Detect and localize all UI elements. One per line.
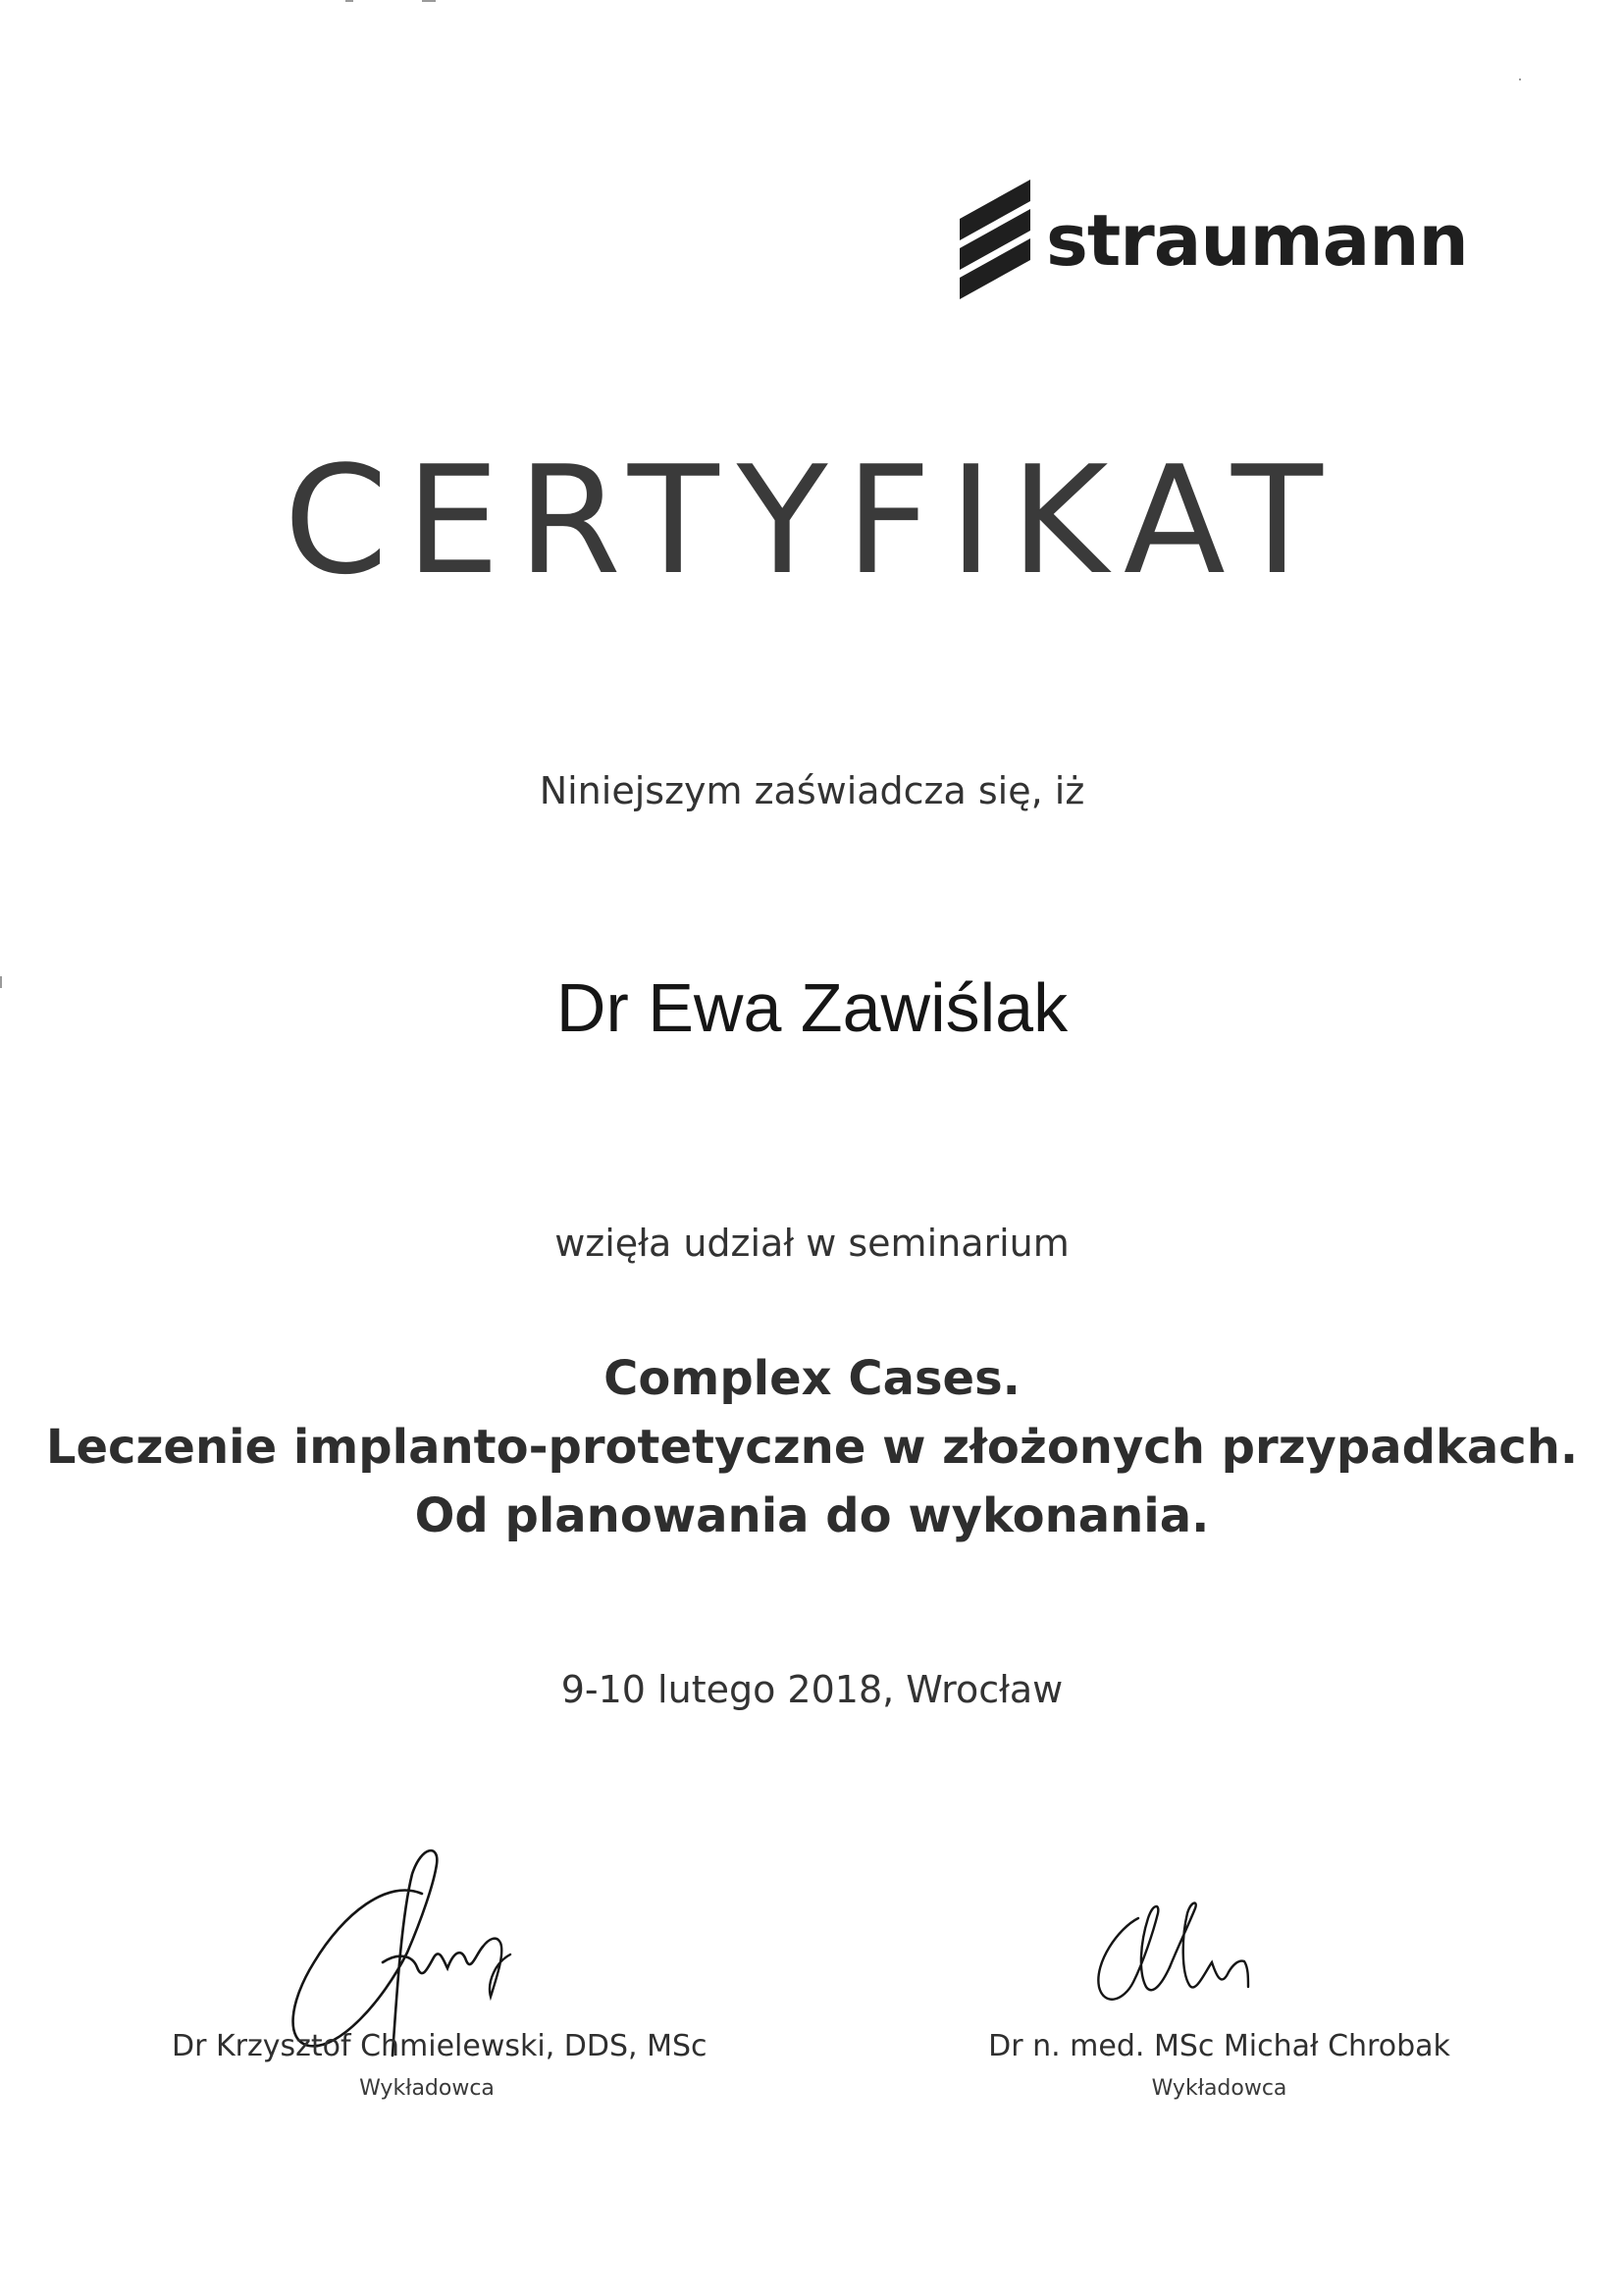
signatory-name: Dr n. med. MSc Michał Chrobak xyxy=(988,2029,1450,2063)
straumann-logo xyxy=(952,177,1482,304)
date-place: 9-10 lutego 2018, Wrocław xyxy=(560,1668,1064,1711)
signatory-role: Wykładowca xyxy=(1151,2076,1287,2101)
signatory-left xyxy=(172,2029,707,2101)
recipient-name: Dr Ewa Zawiślak xyxy=(555,969,1069,1046)
scan-speck xyxy=(345,0,353,2)
signature-left xyxy=(265,1845,559,2060)
seminar-title-line: Complex Cases. xyxy=(603,1351,1021,1406)
straumann-s-icon xyxy=(952,180,1040,302)
signatory-name: Dr Krzysztof Chmielewski, DDS, MSc xyxy=(172,2029,707,2063)
seminar-title-line: Leczenie implanto-protetyczne w złożonych przypadkach. xyxy=(45,1420,1579,1476)
handwritten-signature-icon xyxy=(265,1845,559,2060)
intro-text: Niniejszym zaświadcza się, iż xyxy=(539,769,1085,812)
handwritten-signature-icon xyxy=(1079,1879,1295,2016)
signature-right xyxy=(1079,1879,1295,2016)
scan-speck xyxy=(422,0,436,2)
seminar-title-line: Od planowania do wykonania. xyxy=(414,1488,1210,1544)
signatory-role: Wykładowca xyxy=(359,2076,495,2101)
seminar-title xyxy=(0,1344,1624,1550)
signatory-right xyxy=(986,2029,1452,2101)
logo-wordmark: straumann xyxy=(1046,199,1468,282)
participation-text: wzięła udział w seminarium xyxy=(554,1222,1070,1265)
certificate-title: CERTYFIKAT xyxy=(284,434,1340,607)
scan-speck xyxy=(1519,78,1521,80)
